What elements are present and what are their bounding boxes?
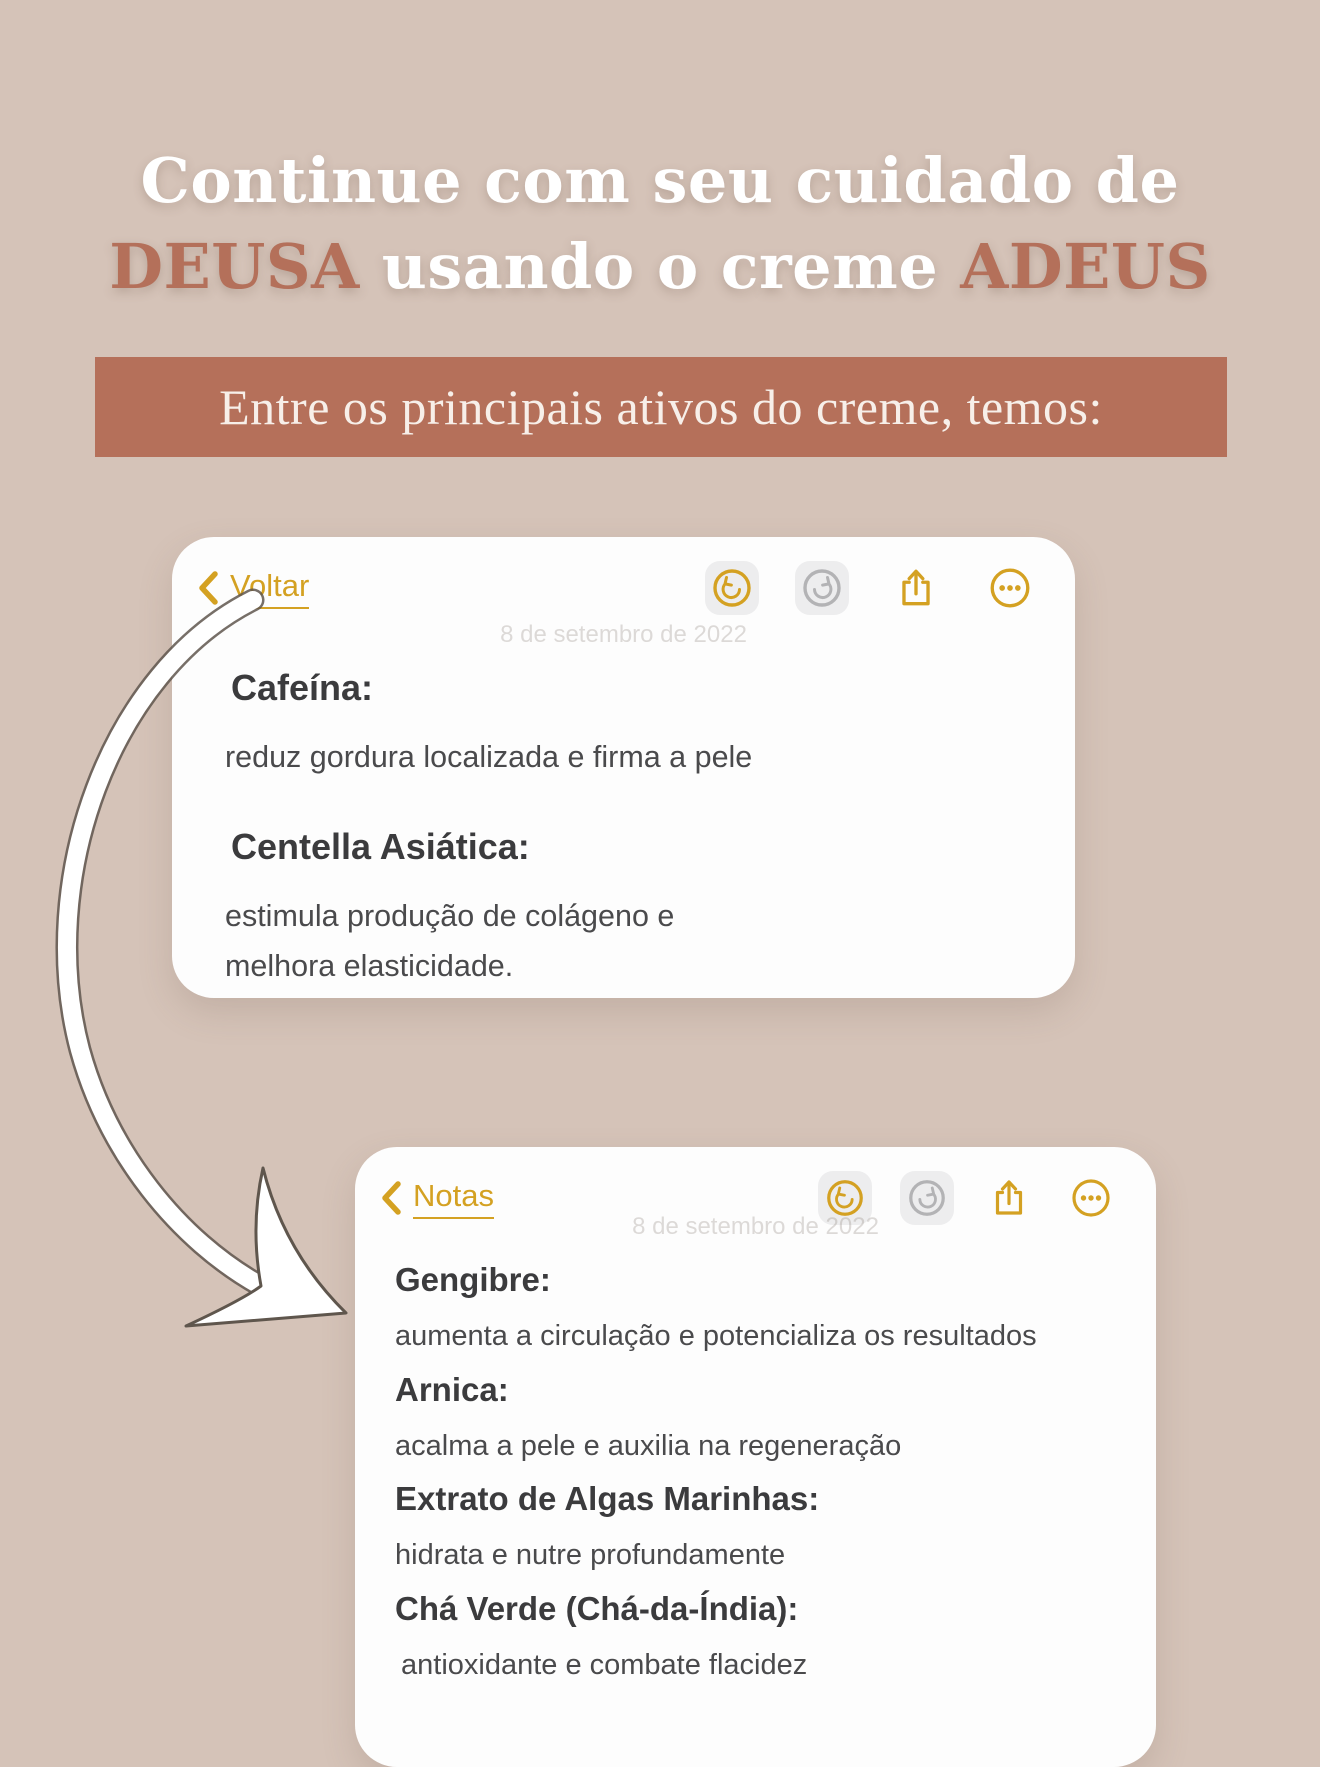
- share-icon: [893, 565, 939, 611]
- ingredient-description: acalma a pele e auxilia na regeneração: [395, 1429, 902, 1462]
- title-middle: usando o creme: [359, 229, 961, 303]
- ingredient-section: [395, 1261, 1120, 1359]
- more-button[interactable]: [983, 561, 1037, 615]
- share-button[interactable]: [889, 561, 943, 615]
- note-date: 8 de setembro de 2022: [500, 621, 747, 648]
- back-button[interactable]: [196, 568, 309, 609]
- ellipsis-icon: [1069, 1176, 1113, 1220]
- ingredient-description: aumenta a circulação e potencializa os resultados: [395, 1320, 1037, 1352]
- ingredient-title: Extrato de Algas Marinhas:: [395, 1480, 820, 1517]
- notes-card-top: [172, 537, 1075, 998]
- chevron-left-icon: [379, 1180, 403, 1216]
- back-button-label: Voltar: [230, 568, 309, 609]
- undo-button[interactable]: [705, 561, 759, 615]
- undo-icon: [710, 566, 754, 610]
- ingredient-section: [225, 667, 1035, 782]
- ingredient-title: Chá Verde (Chá-da-Índia):: [395, 1589, 799, 1627]
- ellipsis-icon: [987, 565, 1033, 611]
- undo-button[interactable]: [818, 1171, 872, 1225]
- redo-button[interactable]: [795, 561, 849, 615]
- notes-header: [172, 537, 1075, 615]
- ingredient-description: estimula produção de colágeno e: [225, 899, 675, 934]
- title-accent-adeus: ADEUS: [960, 229, 1211, 303]
- ingredient-description: reduz gordura localizada e firma a pele: [225, 740, 753, 774]
- ingredient-description: melhora elasticidade.: [225, 948, 514, 983]
- note-body: [172, 615, 1075, 991]
- ingredient-title: Centella Asiática:: [231, 826, 530, 868]
- ingredient-title: Arnica:: [395, 1370, 509, 1408]
- note-date: 8 de setembro de 2022: [632, 1213, 879, 1240]
- chevron-left-icon: [196, 570, 220, 606]
- title-accent-deusa: DEUSA: [109, 229, 360, 303]
- ingredient-section: [395, 1590, 1120, 1688]
- ingredient-title: Gengibre:: [395, 1261, 551, 1298]
- ingredient-section: [225, 826, 1035, 991]
- undo-icon: [824, 1177, 866, 1219]
- share-button[interactable]: [982, 1171, 1036, 1225]
- note-body: [355, 1225, 1156, 1687]
- page-title-line2: [0, 224, 1320, 310]
- toolbar-icons: [790, 1171, 1118, 1225]
- share-icon: [987, 1176, 1031, 1220]
- ingredient-title: Cafeína:: [231, 667, 374, 708]
- ingredient-section: [395, 1371, 1120, 1469]
- back-button[interactable]: [379, 1178, 494, 1219]
- notes-header: [355, 1147, 1156, 1225]
- banner: [95, 357, 1227, 457]
- page-title: [0, 138, 1320, 309]
- ingredient-description: antioxidante e combate flacidez: [401, 1648, 808, 1681]
- ingredient-description: hidrata e nutre profundamente: [395, 1539, 786, 1571]
- more-button[interactable]: [1064, 1171, 1118, 1225]
- redo-button[interactable]: [900, 1171, 954, 1225]
- toolbar-icons: [665, 561, 1037, 615]
- redo-icon: [906, 1177, 948, 1219]
- banner-text: Entre os principais ativos do creme, temos:: [219, 379, 1103, 435]
- page-title-line1: Continue com seu cuidado de: [140, 144, 1180, 217]
- ingredient-section: [395, 1480, 1120, 1578]
- notes-card-bottom: [355, 1147, 1156, 1767]
- redo-icon: [800, 566, 844, 610]
- back-button-label: Notas: [413, 1178, 494, 1219]
